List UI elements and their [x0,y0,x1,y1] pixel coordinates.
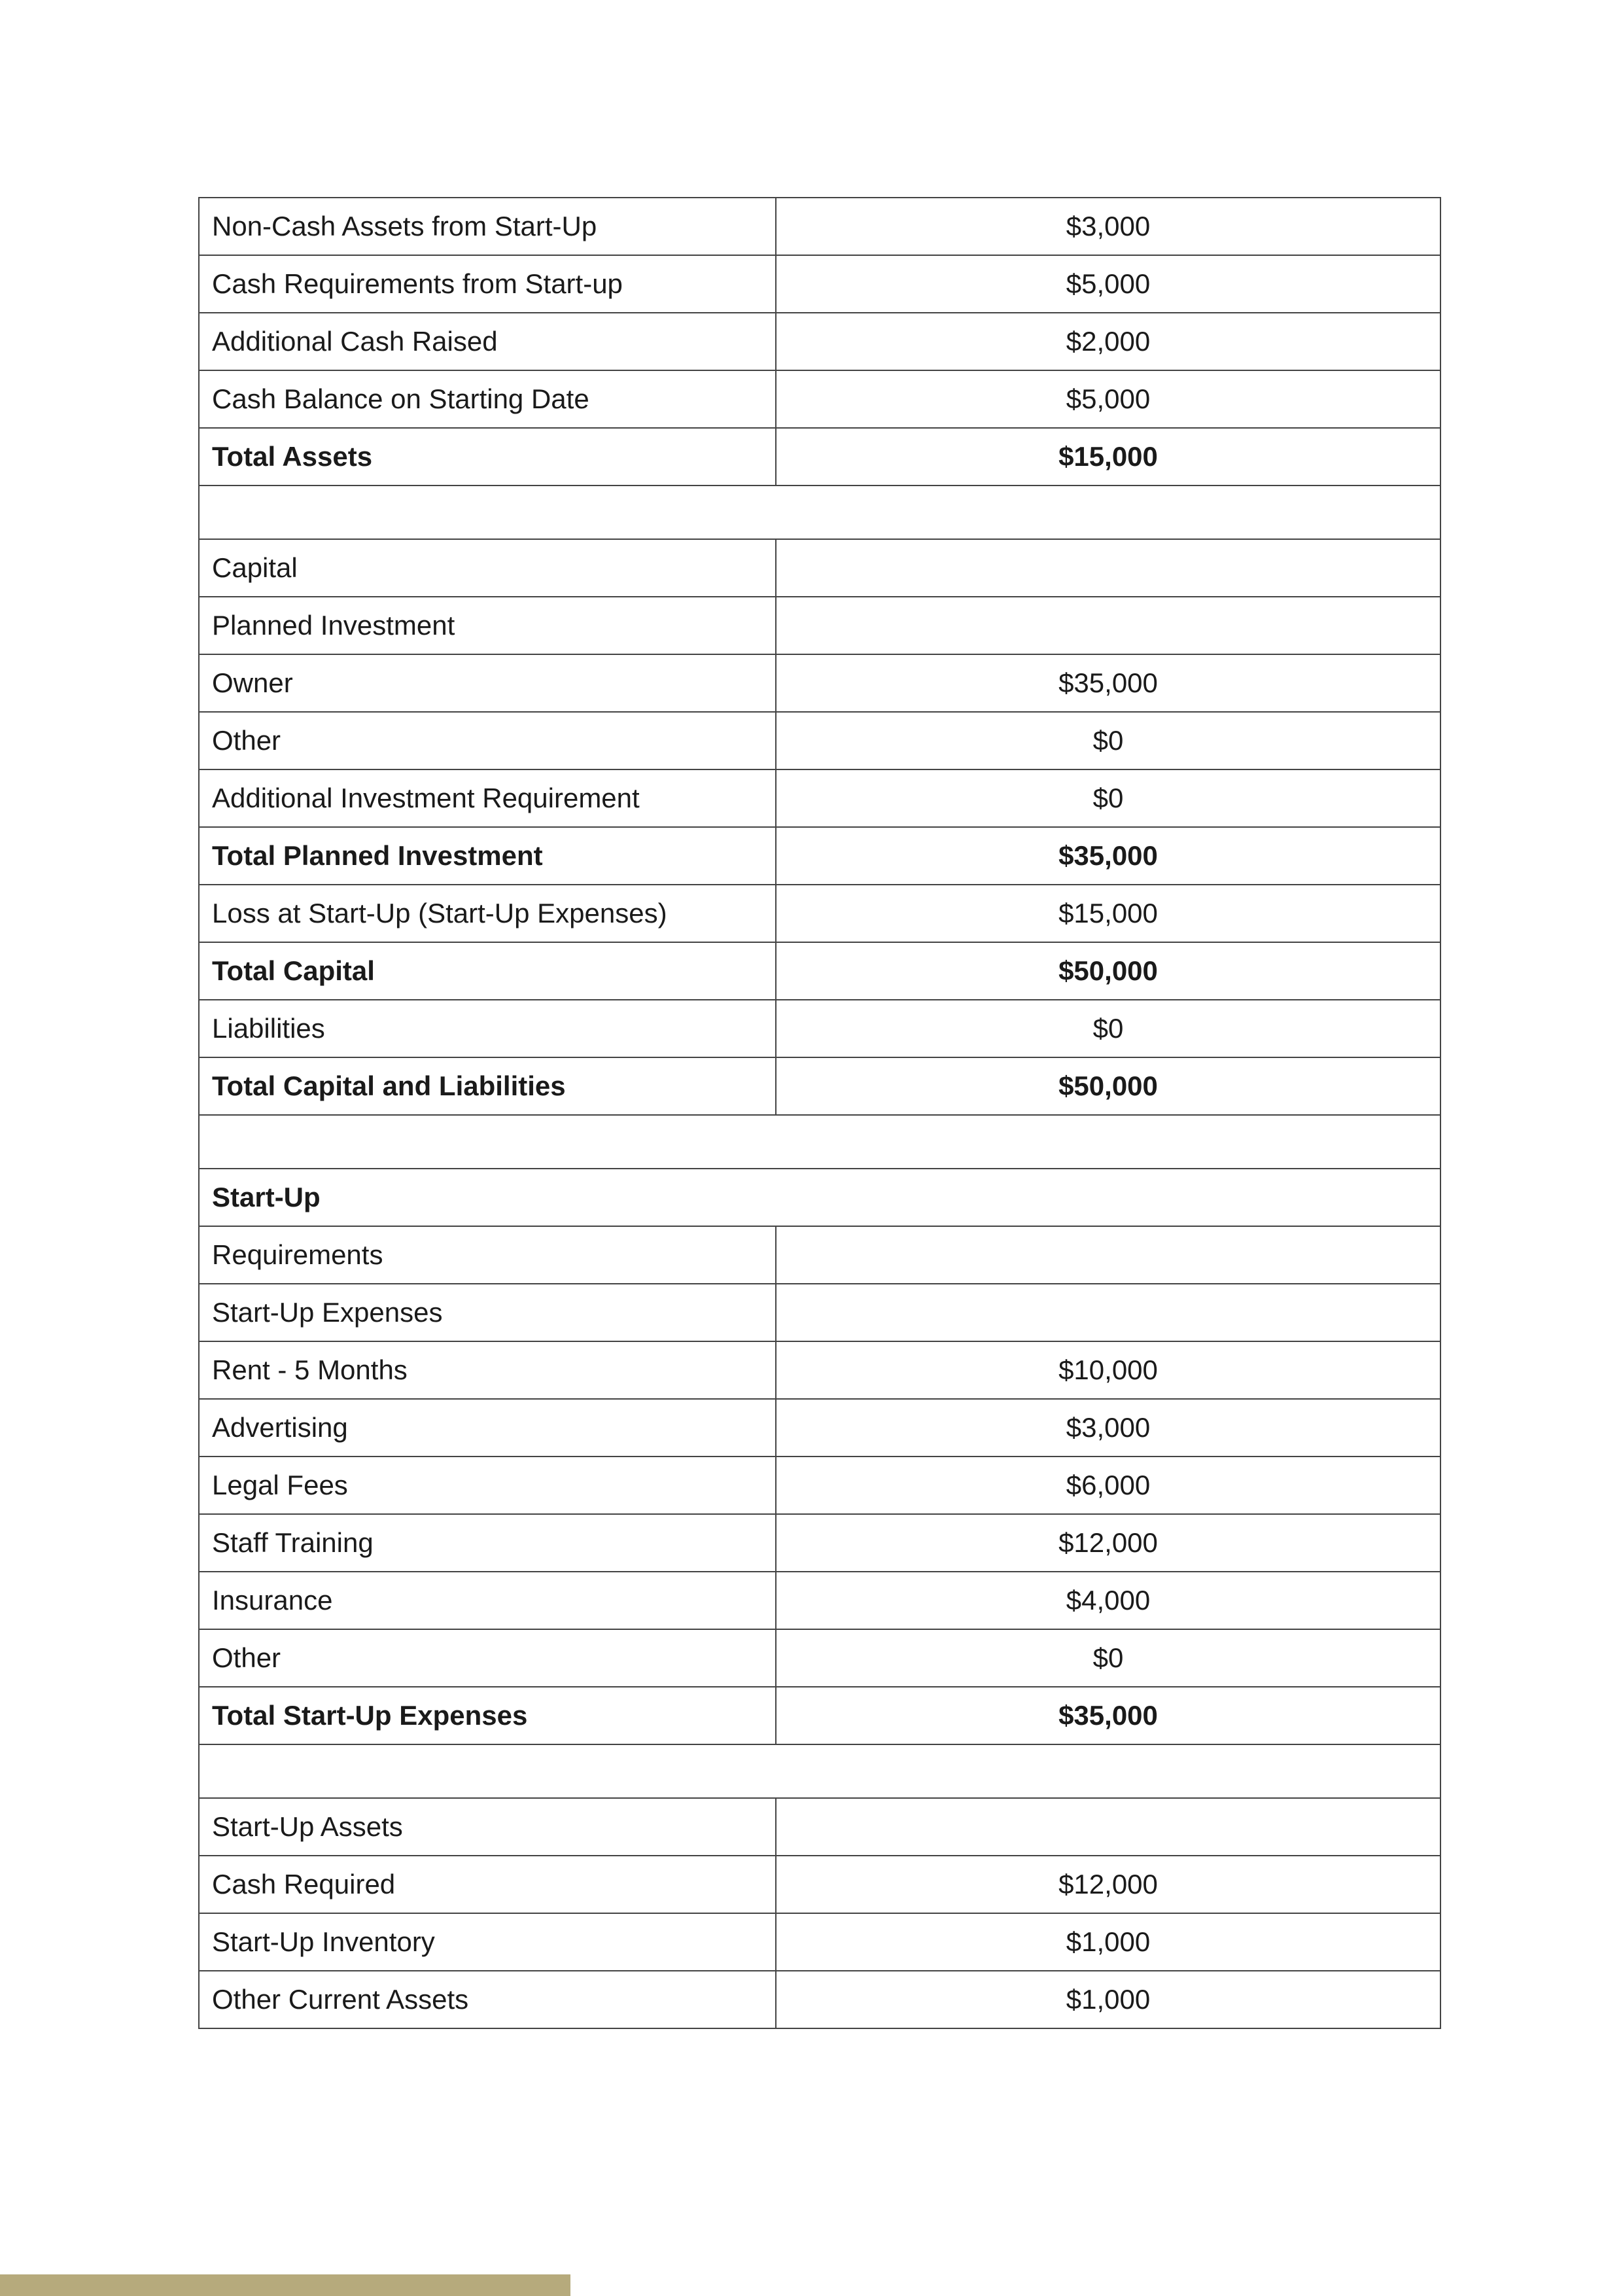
row-label: Cash Balance on Starting Date [199,370,776,428]
table-row [199,597,1440,654]
row-label: Capital [199,539,776,597]
row-label: Loss at Start-Up (Start-Up Expenses) [199,885,776,942]
table-row [199,712,1440,769]
row-label: Rent - 5 Months [199,1341,776,1399]
spacer-row [199,486,1440,539]
row-value: $15,000 [776,428,1440,486]
row-value: $3,000 [776,198,1440,255]
total-row [199,1057,1440,1115]
table-row [199,1629,1440,1687]
row-label: Other [199,1629,776,1687]
row-label: Start-Up Expenses [199,1284,776,1341]
row-value: $50,000 [776,1057,1440,1115]
table-row [199,1457,1440,1514]
row-label: Total Start-Up Expenses [199,1687,776,1744]
row-label: Other Current Assets [199,1971,776,2028]
row-label: Start-Up Assets [199,1798,776,1856]
row-value: $2,000 [776,313,1440,370]
row-value: $35,000 [776,654,1440,712]
table-row [199,1226,1440,1284]
row-label: Owner [199,654,776,712]
row-value: $15,000 [776,885,1440,942]
row-value: $1,000 [776,1913,1440,1971]
table-row [199,1856,1440,1913]
row-label: Cash Required [199,1856,776,1913]
row-value: $0 [776,1629,1440,1687]
table-row [199,255,1440,313]
row-value [776,1798,1440,1856]
row-value: $0 [776,1000,1440,1057]
table-row [199,1000,1440,1057]
table-body [199,198,1440,2028]
row-label: Advertising [199,1399,776,1457]
row-label: Non-Cash Assets from Start-Up [199,198,776,255]
startup-financial-table [198,197,1441,2029]
row-label: Additional Investment Requirement [199,769,776,827]
row-value: $35,000 [776,827,1440,885]
spacer-cell [199,1115,1440,1169]
row-label: Total Assets [199,428,776,486]
total-row [199,1687,1440,1744]
table-row [199,769,1440,827]
section-header-row [199,1169,1440,1226]
row-label: Insurance [199,1572,776,1629]
row-value: $0 [776,712,1440,769]
row-value: $35,000 [776,1687,1440,1744]
row-label: Staff Training [199,1514,776,1572]
table-row [199,885,1440,942]
table-row [199,1798,1440,1856]
row-value: $10,000 [776,1341,1440,1399]
table-row [199,1399,1440,1457]
total-row [199,942,1440,1000]
table-row [199,1514,1440,1572]
row-label: Total Capital [199,942,776,1000]
row-value [776,539,1440,597]
table-row [199,1913,1440,1971]
row-value: $0 [776,769,1440,827]
row-value: $5,000 [776,370,1440,428]
row-value [776,1226,1440,1284]
row-label: Planned Investment [199,597,776,654]
row-label: Legal Fees [199,1457,776,1514]
total-row [199,827,1440,885]
row-value: $12,000 [776,1514,1440,1572]
row-value: $12,000 [776,1856,1440,1913]
table-row [199,198,1440,255]
spacer-row [199,1115,1440,1169]
total-row [199,428,1440,486]
table-row [199,654,1440,712]
row-label: Requirements [199,1226,776,1284]
row-value: $6,000 [776,1457,1440,1514]
table-row [199,1572,1440,1629]
section-header: Start-Up [199,1169,1440,1226]
table-row [199,313,1440,370]
row-value: $3,000 [776,1399,1440,1457]
row-label: Total Capital and Liabilities [199,1057,776,1115]
spacer-cell [199,1744,1440,1798]
row-label: Additional Cash Raised [199,313,776,370]
row-label: Liabilities [199,1000,776,1057]
row-value [776,597,1440,654]
row-value [776,1284,1440,1341]
row-label: Other [199,712,776,769]
row-label: Start-Up Inventory [199,1913,776,1971]
table-row [199,1284,1440,1341]
table-row [199,370,1440,428]
row-value: $4,000 [776,1572,1440,1629]
row-label: Cash Requirements from Start-up [199,255,776,313]
spacer-cell [199,486,1440,539]
row-value: $50,000 [776,942,1440,1000]
table-row [199,1971,1440,2028]
table-row [199,539,1440,597]
spacer-row [199,1744,1440,1798]
footer-accent-bar [0,2274,570,2296]
row-value: $1,000 [776,1971,1440,2028]
row-value: $5,000 [776,255,1440,313]
row-label: Total Planned Investment [199,827,776,885]
table-row [199,1341,1440,1399]
